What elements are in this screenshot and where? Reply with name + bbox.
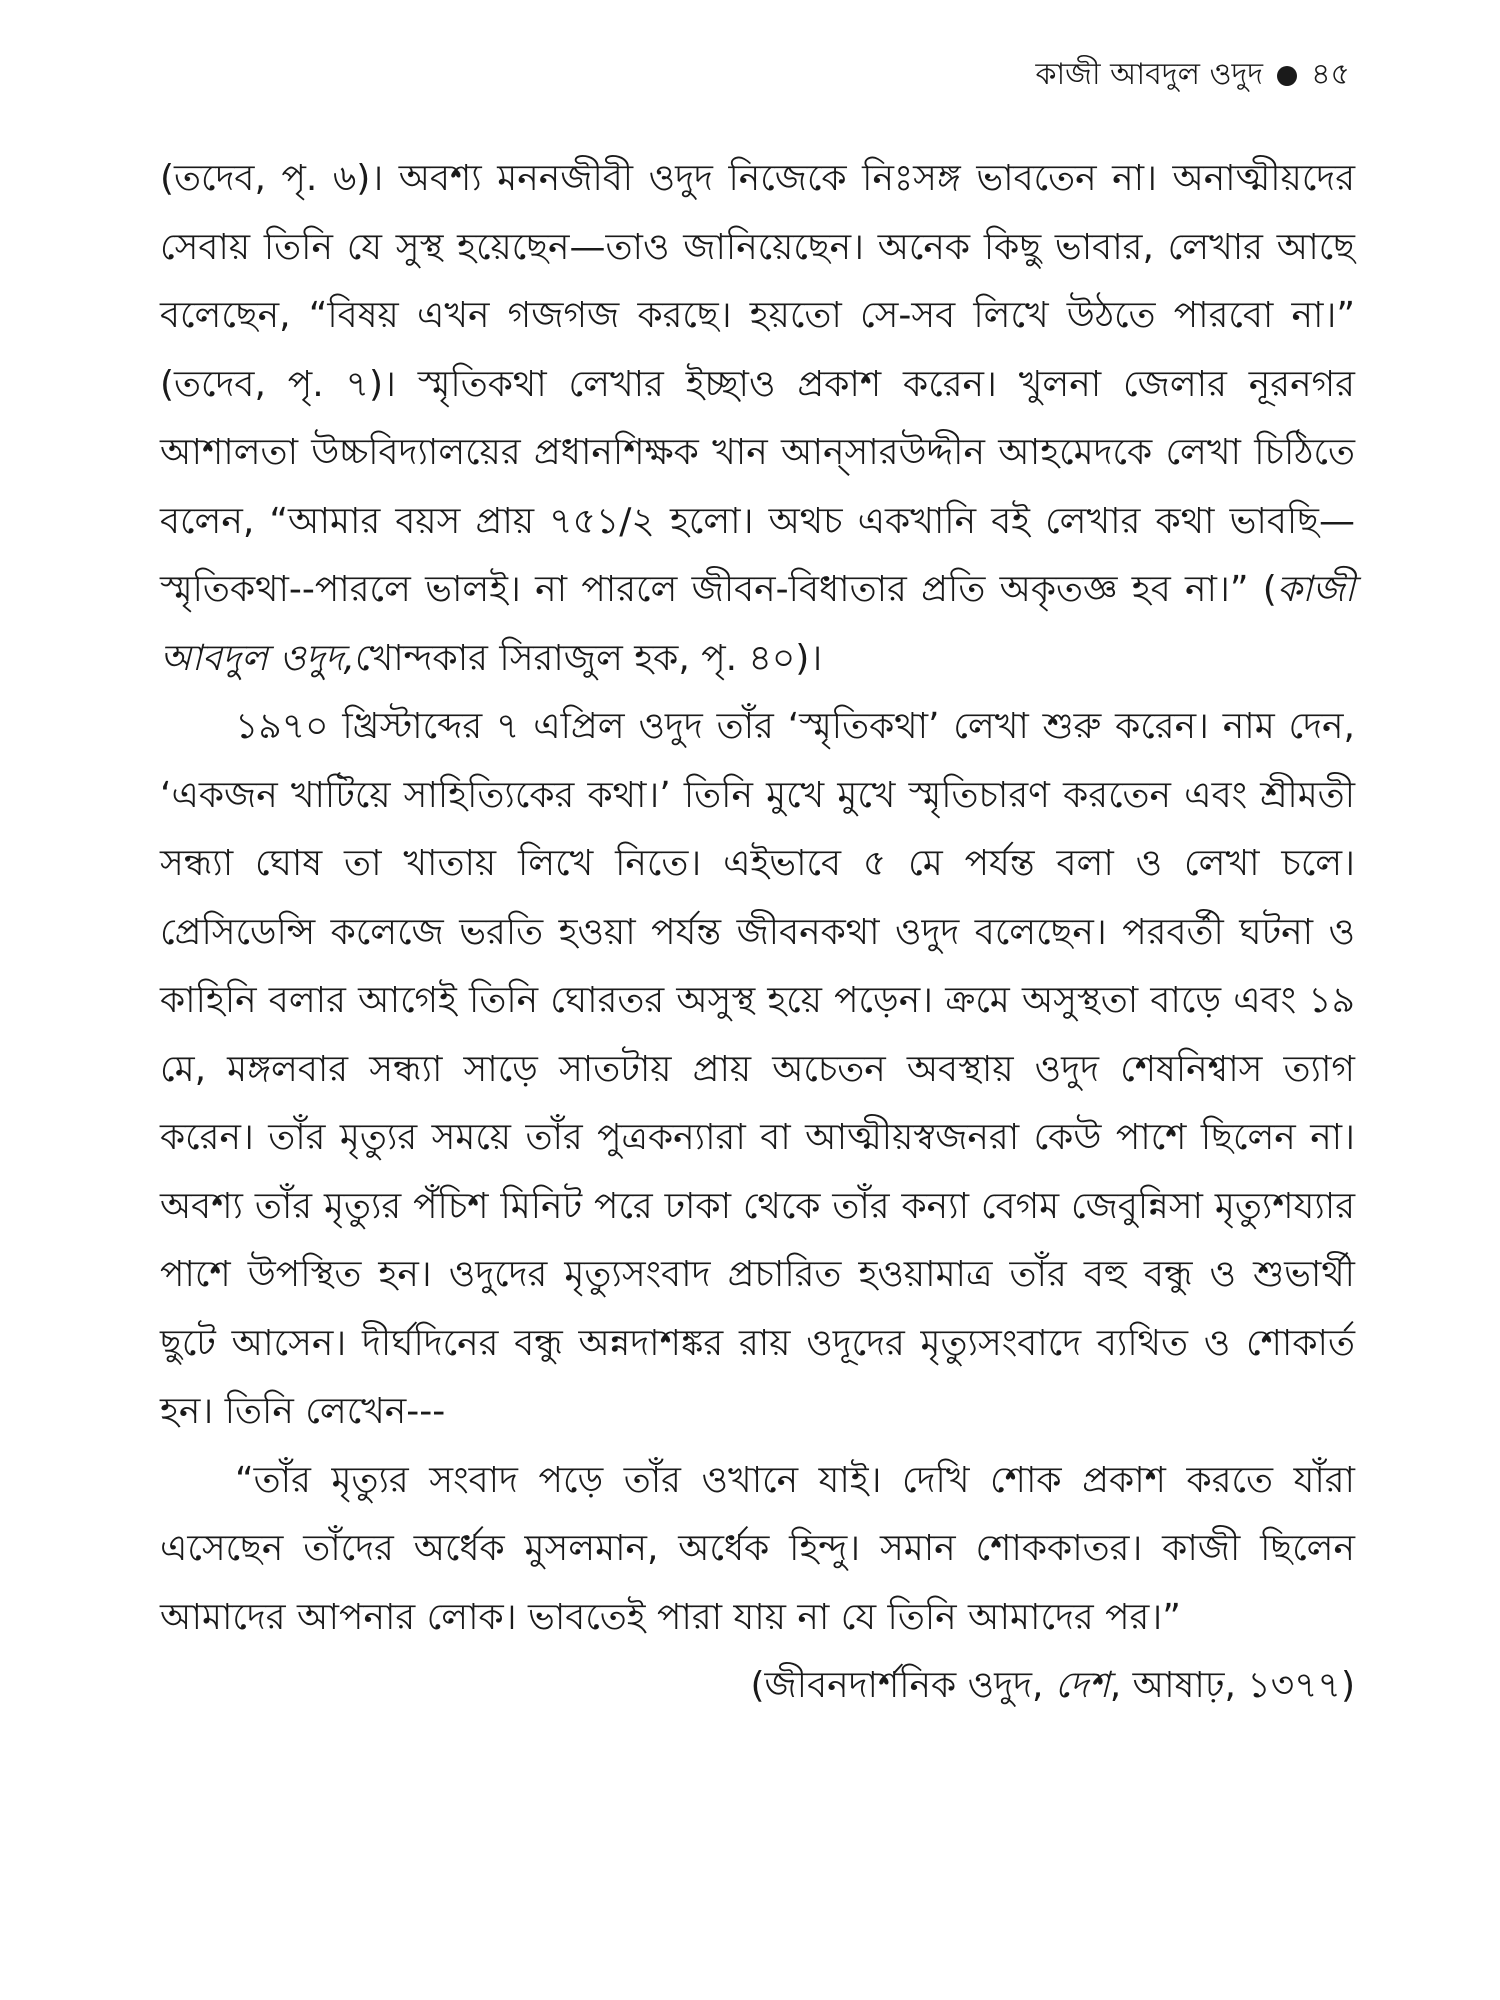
running-header — [1035, 50, 1350, 101]
quote-citation — [160, 1652, 1355, 1721]
quote-citation-prefix: (জীবনদার্শনিক ওদুদ, — [750, 1665, 1055, 1706]
running-title: কাজী আবদুল ওদুদ — [1035, 57, 1264, 92]
paragraph-1-citation: খোন্দকার সিরাজুল হক, পৃ. ৪০)। — [354, 637, 823, 679]
quote-citation-journal: দেশ — [1054, 1665, 1110, 1706]
paragraph-1 — [160, 145, 1355, 693]
paragraph-2: ১৯৭০ খ্রিস্টাব্দের ৭ এপ্রিল ওদুদ তাঁর ‘স্মৃতিকথা’ লেখা শুরু করেন। নাম দেন, ‘একজন খাটিয়ে সাহিত্যিকের কথা।’ তিনি মুখে মুখে স্মৃতিচারণ করতেন এবং শ্রীমতী সন্ধ্যা ঘোষ তা খাতায় লিখে নিতে। এইভাবে ৫ মে পর্যন্ত বলা ও লেখা চলে। প্রেসিডেন্সি কলেজে ভরতি হওয়া পর্যন্ত জীবনকথা ওদুদ বলেছেন। পরবর্তী ঘটনা ও কাহিনি বলার আগেই তিনি ঘোরতর অসুস্থ হয়ে পড়েন। ক্রমে অসুস্থতা বাড়ে এবং ১৯ মে, মঙ্গলবার সন্ধ্যা সাড়ে সাতটায় প্রায় অচেতন অবস্থায় ওদুদ শেষনিশ্বাস ত্যাগ করেন। তাঁর মৃত্যুর সময়ে তাঁর পুত্রকন্যারা বা আত্মীয়স্বজনরা কেউ পাশে ছিলেন না। অবশ্য তাঁর মৃত্যুর পঁচিশ মিনিট পরে ঢাকা থেকে তাঁর কন্যা বেগম জেবুন্নিসা মৃত্যুশয্যার পাশে উপস্থিত হন। ওদুদের মৃত্যুসংবাদ প্রচারিত হওয়ামাত্র তাঁর বহু বন্ধু ও শুভার্থী ছুটে আসেন। দীর্ঘদিনের বন্ধু অন্নদাশঙ্কর রায় ওদূদের মৃত্যুসংবাদে ব্যথিত ও শোকার্ত হন। তিনি লেখেন--- — [160, 706, 1355, 1432]
block-quote: “তাঁর মৃত্যুর সংবাদ পড়ে তাঁর ওখানে যাই। দেখি শোক প্রকাশ করতে যাঁরা এসেছেন তাঁদের অর্ধেক মুসলমান, অর্ধেক হিন্দু। সমান শোককাতর। কাজী ছিলেন আমাদের আপনার লোক। ভাবতেই পারা যায় না যে তিনি আমাদের পর।” — [160, 1459, 1355, 1638]
bullet-icon — [1277, 66, 1297, 86]
quote-citation-suffix: , আষাঢ়, ১৩৭৭) — [1109, 1665, 1355, 1706]
page-number: ৪৫ — [1311, 57, 1350, 92]
cited-book-title: কাজী আবদুল ওদুদ, — [160, 569, 1355, 679]
paragraph-1-text: (তদেব, পৃ. ৬)। অবশ্য মননজীবী ওদুদ নিজেকে নিঃসঙ্গ ভাবতেন না। অনাত্মীয়দের সেবায় তিনি যে সুস্থ হয়েছেন—তাও জানিয়েছেন। অনেক কিছু ভাবার, লেখার আছে বলেছেন, “বিষয় এখন গজগজ করছে। হয়তো সে-সব লিখে উঠতে পারবো না।” (তদেব, পৃ. ৭)। স্মৃতিকথা লেখার ইচ্ছাও প্রকাশ করেন। খুলনা জেলার নূরনগর আশালতা উচ্চবিদ্যালয়ের প্রধানশিক্ষক খান আন্‌সারউদ্দীন আহমেদকে লেখা চিঠিতে বলেন, “আমার বয়স প্রায় ৭৫১/২ হলো। অথচ একখানি বই লেখার কথা ভাবছি—স্মৃতিকথা--পারলে ভালই। না পারলে জীবন-বিধাতার প্রতি অকৃতজ্ঞ হব না।” ( — [160, 158, 1355, 610]
body-text — [160, 145, 1355, 1721]
